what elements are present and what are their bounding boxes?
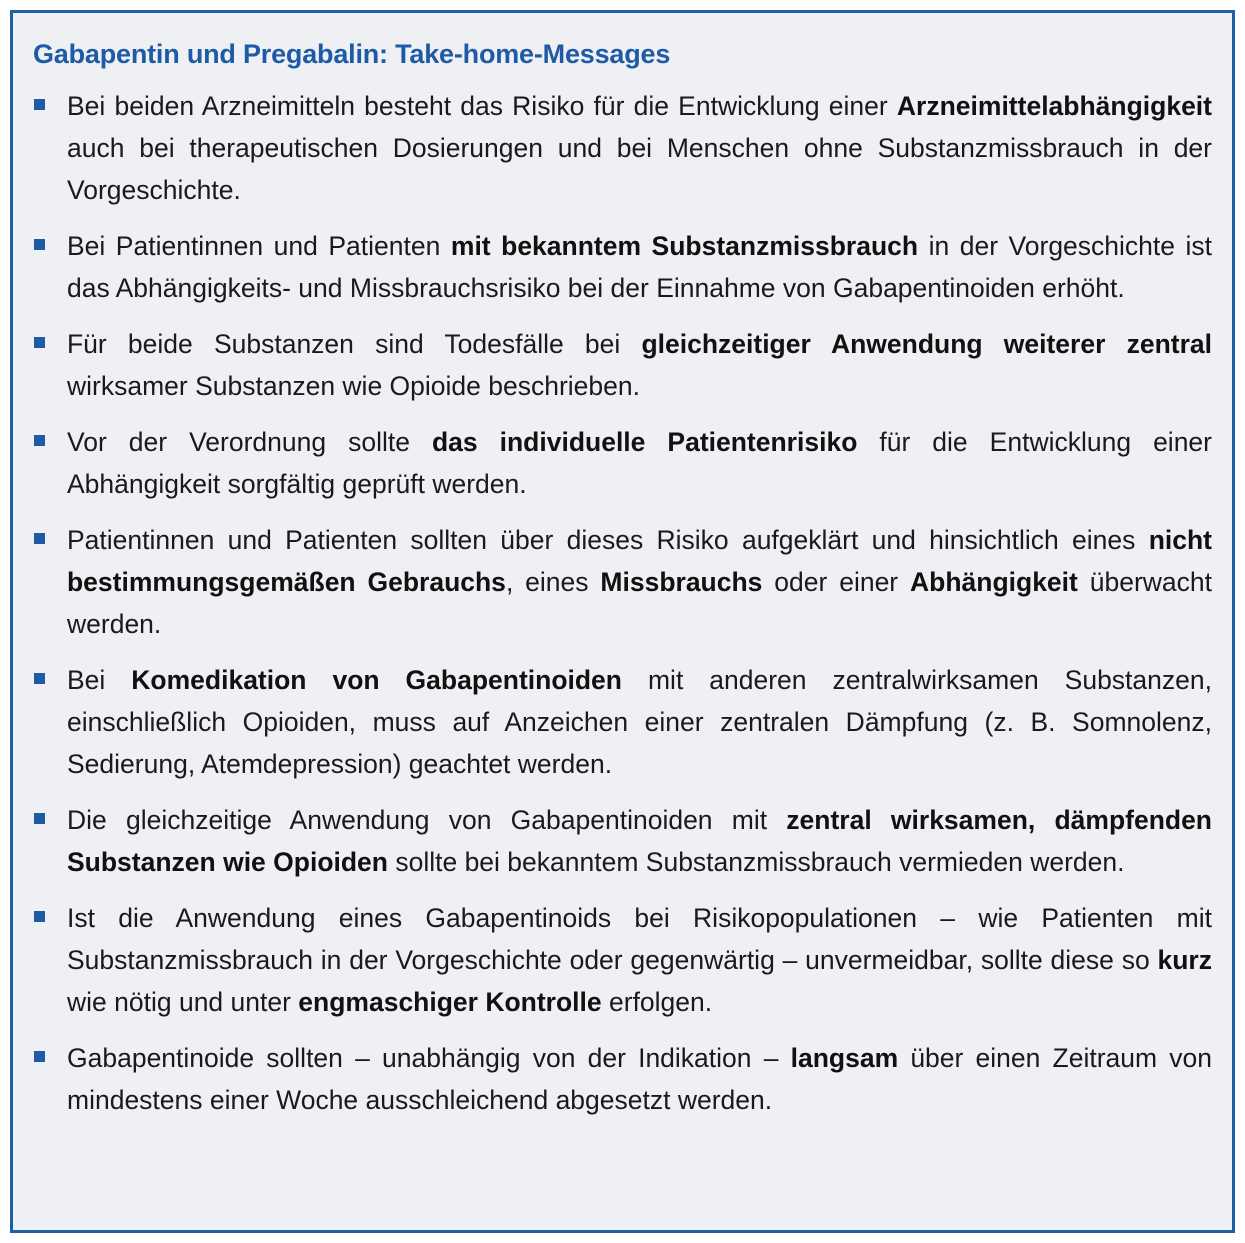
emphasis-text: Komedikation von Gabapentinoiden [131, 665, 622, 695]
list-item [31, 897, 1212, 1023]
list-item [31, 323, 1212, 407]
square-bullet-icon [34, 99, 45, 110]
emphasis-text: mit bekanntem Substanzmissbrauch [450, 231, 919, 261]
list-item [31, 85, 1212, 211]
emphasis-text: kurz [1157, 945, 1212, 975]
emphasis-text: zentral wirksamen, dämpfenden Substanzen wie Opioiden [67, 805, 1212, 877]
list-item [31, 659, 1212, 785]
emphasis-text: engmaschiger Kontrolle [298, 987, 602, 1017]
message-list [31, 85, 1212, 1121]
item-text: Bei beiden Arzneimitteln besteht das Risiko für die Entwicklung einer [67, 91, 897, 121]
square-bullet-icon [34, 813, 45, 824]
item-text: Vor der Verordnung sollte [67, 427, 432, 457]
emphasis-text: Missbrauchs [600, 567, 763, 597]
emphasis-text: das individuelle Patientenrisiko [431, 427, 858, 457]
item-text: Ist die Anwendung eines Gabapentinoids bei Risikopopulationen – wie Patienten mit Substanzmissbrauch in der Vorgeschichte oder gegenwärtig – unvermeidbar, sollte diese so [67, 903, 1212, 975]
emphasis-text: nicht bestimmungsgemäßen Gebrauchs [67, 525, 1212, 597]
list-item [31, 799, 1212, 883]
item-text: überwacht werden. [67, 567, 1212, 639]
square-bullet-icon [34, 239, 45, 250]
item-text: sollte bei bekanntem Substanzmissbrauch vermieden werden. [387, 847, 1125, 877]
list-item [31, 519, 1212, 645]
emphasis-text: gleichzeitiger Anwendung weiterer zentral [641, 329, 1212, 359]
take-home-messages-box [10, 10, 1235, 1233]
list-item [31, 1037, 1212, 1121]
item-text: Für beide Substanzen sind Todesfälle bei [67, 329, 642, 359]
item-text: Bei [67, 665, 132, 695]
item-text: für die Entwicklung einer Abhängigkeit sorgfältig geprüft werden. [67, 427, 1212, 499]
list-item [31, 421, 1212, 505]
item-text: wirksamer Substanzen wie Opioide beschrieben. [67, 371, 640, 401]
box-title: Gabapentin und Pregabalin: Take-home-Messages [33, 39, 671, 69]
item-text: , eines [505, 567, 601, 597]
item-text: wie nötig und unter [67, 987, 299, 1017]
square-bullet-icon [34, 533, 45, 544]
emphasis-text: Arzneimittelabhängigkeit [896, 91, 1212, 121]
square-bullet-icon [34, 1051, 45, 1062]
item-text: oder einer [762, 567, 911, 597]
square-bullet-icon [34, 435, 45, 446]
item-text: in der Vorgeschichte ist das Abhängigkeits- und Missbrauchsrisiko bei der Einnahme von Gabapentinoiden erhöht. [67, 231, 1213, 303]
square-bullet-icon [34, 911, 45, 922]
item-text: mit anderen zentralwirksamen Substanzen, einschließlich Opioiden, muss auf Anzeichen einer zentralen Dämpfung (z. B. Somnolenz, Sedierung, Atemdepression) geachtet werden. [67, 665, 1212, 779]
item-text: erfolgen. [601, 987, 713, 1017]
emphasis-text: Abhängigkeit [910, 567, 1078, 597]
square-bullet-icon [34, 673, 45, 684]
list-item [31, 225, 1212, 309]
item-text: auch bei therapeutischen Dosierungen und bei Menschen ohne Substanzmissbrauch in der Vorgeschichte. [67, 133, 1212, 205]
emphasis-text: langsam [790, 1043, 899, 1073]
item-text: über einen Zeitraum von mindestens einer Woche ausschleichend abgesetzt werden. [67, 1043, 1213, 1115]
square-bullet-icon [34, 337, 45, 348]
item-text: Bei Patientinnen und Patienten [67, 231, 451, 261]
item-text: Gabapentinoide sollten – unabhängig von der Indikation – [67, 1043, 791, 1073]
item-text: Patientinnen und Patienten sollten über dieses Risiko aufgeklärt und hinsichtlich eines [67, 525, 1149, 555]
item-text: Die gleichzeitige Anwendung von Gabapentinoiden mit [67, 805, 787, 835]
